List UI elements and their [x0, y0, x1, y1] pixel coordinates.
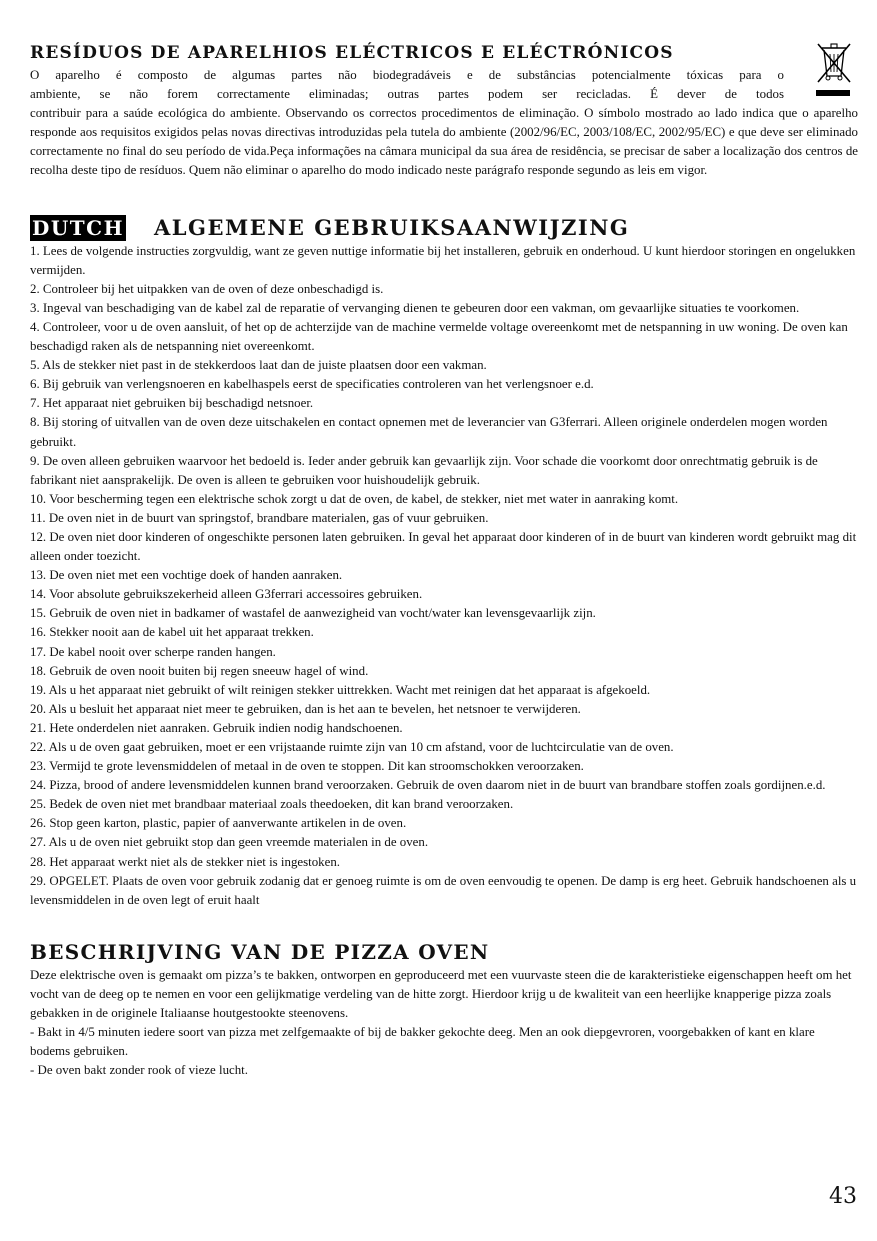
- list-item: 22. Als u de oven gaat gebruiken, moet er een vrijstaande ruimte zijn van 10 cm afstand, voor de luchtcirculatie van de oven.: [30, 740, 674, 754]
- waste-section: [30, 40, 858, 181]
- waste-line-2: ambiente, se não forem correctamente eliminadas; outras partes podem ser recicladas. É dever de todos: [30, 87, 784, 102]
- list-item: 7. Het apparaat niet gebruiken bij beschadigd netsnoer.: [30, 396, 314, 411]
- instructions-list: [30, 242, 858, 910]
- crossed-out-wheelie-bin-icon: [812, 40, 858, 98]
- manual-page: [30, 40, 858, 1080]
- general-instructions-section: [30, 214, 858, 910]
- description-section: [30, 938, 858, 1081]
- list-item: 3. Ingeval van beschadiging van de kabel zal de reparatie of vervanging dienen te gebeuren door een vakman, om gevaarlijke situaties te voorkomen.: [30, 300, 800, 315]
- waste-section-title: RESÍDUOS DE APARELHIOS ELÉCTRICOS E ELÉCTRÓNICOS: [30, 43, 674, 63]
- list-item: 8. Bij storing of uitvallen van de oven deze uitschakelen en contact opnemen met de leverancier van G3ferrari. Alleen originele onderdelen mogen worden gebruikt.: [30, 415, 828, 449]
- list-item: 16. Stekker nooit aan de kabel uit het apparaat trekken.: [30, 625, 314, 640]
- list-item: 27. Als u de oven niet gebruikt stop dan geen vreemde materialen in de oven.: [30, 835, 429, 850]
- list-item: 23. Vermijd te grote levensmiddelen of metaal in de oven te stoppen. Dit kan stroomschokken veroorzaken.: [30, 759, 584, 774]
- language-badge: DUTCH: [32, 215, 124, 240]
- list-item: 9. De oven alleen gebruiken waarvoor het bedoeld is. Ieder ander gebruik kan gevaarlijk zijn. Voor schade die voorkomt door onrechtmatig gebruik is de fabrikant niet aansprakelijk. De oven is alleen te gebruiken voor huishoudelijk gebruik.: [30, 453, 818, 487]
- list-item: 24. Pizza, brood of andere levensmiddelen kunnen brand veroorzaken. Gebruik de oven daarom niet in de buurt van brandbare stoffen zoals gordijnen.e.d.: [30, 778, 826, 793]
- section-header: [30, 214, 858, 242]
- waste-paragraph: contribuir para a saúde ecológica do ambiente. Observando os correctos procedimentos de eliminação. O símbolo mostrado ao lado indica que o aparelho responde aos requisitos exigidos pelas novas directivas introduzidas pela tutela do ambiente (2002/96/EC, 2003/108/EC, 2002/95/EC) e que deve ser eliminado correctamente no final do seu período de vida.Peça informações na câmara municipal da sua área de residência, se precisar de saber a localização dos centros de recolha deste tipo de resíduos. Quem não eliminar o aparelho do modo indicado neste parágrafo responde segundo as leis em vigor.: [30, 106, 858, 178]
- list-item: 18. Gebruik de oven nooit buiten bij regen sneeuw hagel of wind.: [30, 663, 369, 678]
- page-number: 43: [829, 1184, 857, 1209]
- list-item: 14. Voor absolute gebruikszekerheid alleen G3ferrari accessoires gebruiken.: [30, 587, 423, 602]
- list-item: 1. Lees de volgende instructies zorgvuldig, want ze geven nuttige informatie bij het installeren, gebruik en onderhoud. U kunt hierdoor storingen en ongelukken vermijden.: [30, 243, 856, 277]
- list-item: 4. Controleer, voor u de oven aansluit, of het op de achterzijde van de machine vermelde voltage overeenkomt met de netspanning in uw woning. De oven kan beschadigd raken als de netspanning niet overeenkomt.: [30, 319, 848, 354]
- list-item: 11. De oven niet in de buurt van springstof, brandbare materialen, gas of vuur gebruiken.: [30, 510, 489, 525]
- list-item: 13. De oven niet met een vochtige doek of handen aanraken.: [30, 568, 343, 583]
- list-item: 26. Stop geen karton, plastic, papier of aanverwante artikelen in de oven.: [30, 816, 407, 831]
- list-item: 21. Hete onderdelen niet aanraken. Gebruik indien nodig handschoenen.: [30, 720, 403, 735]
- list-item: 28. Het apparaat werkt niet als de stekker niet is ingestoken.: [30, 854, 340, 869]
- list-item: 6. Bij gebruik van verlengsnoeren en kabelhaspels eerst de specificaties controleren van het verlengsnoer e.d.: [30, 377, 594, 392]
- list-item: 10. Voor bescherming tegen een elektrische schok zorgt u dat de oven, de kabel, de stekker, niet met water in aanraking komt.: [30, 491, 679, 506]
- list-item: 20. Als u besluit het apparaat niet meer te gebruiken, dan is het aan te bevelen, het netsnoer te verwijderen.: [30, 701, 581, 716]
- list-item: 12. De oven niet door kinderen of ongeschikte personen laten gebruiken. In geval het apparaat door kinderen of in de buurt van kinderen wordt gebruikt mag dit alleen onder toezicht.: [30, 529, 857, 564]
- list-item: 2. Controleer bij het uitpakken van de oven of deze onbeschadigd is.: [30, 281, 384, 296]
- list-item: 5. Als de stekker niet past in de stekkerdoos laat dan de juiste plaatsen door een vakman.: [30, 358, 487, 373]
- list-item: 19. Als u het apparaat niet gebruikt of wilt reinigen stekker uittrekken. Wacht met reinigen dat het apparaat is afgekoeld.: [30, 682, 651, 697]
- description-paragraph: - De oven bakt zonder rook of vieze lucht.: [30, 1063, 248, 1078]
- list-item: 25. Bedek de oven niet met brandbaar materiaal zoals theedoeken, dit kan brand veroorzaken.: [30, 797, 514, 812]
- waste-line-1: O aparelho é composto de algumas partes não biodegradáveis e de substâncias potencialmente tóxicas para o: [30, 68, 784, 82]
- description-paragraph: - Bakt in 4/5 minuten iedere soort van pizza met zelfgemaakte of bij de bakker gekochte deeg. Men an ook diepgevroren, voorgebakken of kant en klare bodems gebruiken.: [30, 1025, 815, 1059]
- list-item: 29. OPGELET. Plaats de oven voor gebruik zodanig dat er genoeg ruimte is om de oven eenvoudig te openen. De damp is erg heet. Gebruik handschoenen als u levensmiddelen in de oven legt of eruit haalt: [30, 873, 857, 907]
- description-paragraph: Deze elektrische oven is gemaakt om pizza’s te bakken, ontworpen en geproduceerd met een vuurvaste steen die de karakteristieke eigenschappen heeft om het vocht van de deeg op te nemen en voor een gelijkmatige verdeling van de hitte zorgt. Hierdoor krijg u de kwaliteit van een heerlijke knapperige pizza zoals gebakken in de originele Italiaanse houtgestookte steenovens.: [30, 967, 852, 1021]
- section-title: ALGEMENE GEBRUIKSAANWIJZING: [153, 215, 630, 241]
- description-title: BESCHRIJVING VAN DE PIZZA OVEN: [30, 939, 490, 964]
- list-item: 15. Gebruik de oven niet in badkamer of wastafel de aanwezigheid van vocht/water kan levensgevaarlijk zijn.: [30, 606, 596, 621]
- list-item: 17. De kabel nooit over scherpe randen hangen.: [30, 644, 276, 659]
